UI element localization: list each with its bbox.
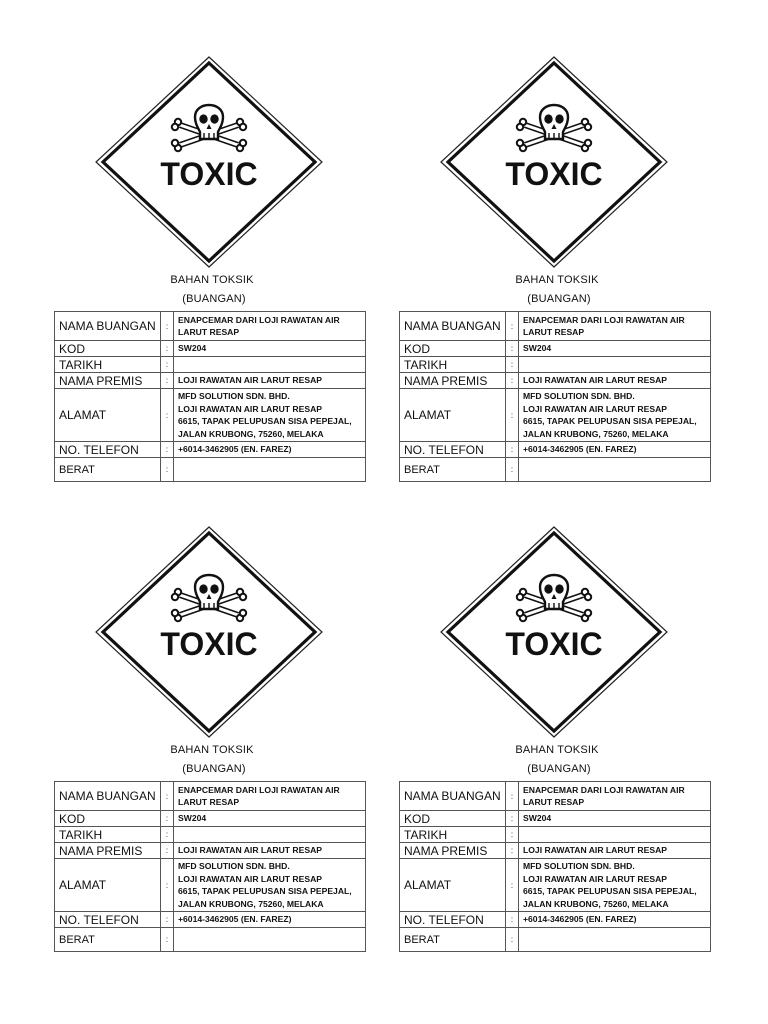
sep: :: [161, 357, 174, 373]
sep: :: [506, 357, 519, 373]
sep: :: [506, 373, 519, 389]
row-no-telefon: [400, 442, 711, 458]
value-alamat-line: 6615, TAPAK PELUPUSAN SISA PEPEJAL,: [523, 886, 697, 896]
row-nama-buangan: [55, 312, 366, 341]
value-alamat: [174, 389, 366, 442]
sep: :: [506, 312, 519, 341]
sep: :: [506, 389, 519, 442]
value-nama-buangan: [174, 782, 366, 811]
key-kod: KOD: [55, 341, 161, 357]
row-tarikh: [400, 357, 711, 373]
key-kod: KOD: [400, 811, 506, 827]
value-alamat-line: MFD SOLUTION SDN. BHD.: [178, 861, 290, 871]
value-alamat-line: 6615, TAPAK PELUPUSAN SISA PEPEJAL,: [523, 416, 697, 426]
caption-buangan: (BUANGAN): [182, 763, 246, 775]
sep: :: [161, 782, 174, 811]
toxic-hazard-diamond: [94, 525, 324, 739]
value-kod: SW204: [519, 811, 711, 827]
row-berat: [400, 928, 711, 952]
value-berat: [174, 458, 366, 482]
value-nama-premis: LOJI RAWATAN AIR LARUT RESAP: [519, 843, 711, 859]
value-kod: SW204: [174, 341, 366, 357]
value-nama-buangan-line2: LARUT RESAP: [523, 797, 585, 807]
sep: :: [161, 859, 174, 912]
key-berat: BERAT: [55, 458, 161, 482]
toxic-hazard-diamond: [439, 55, 669, 269]
value-alamat-line: 6615, TAPAK PELUPUSAN SISA PEPEJAL,: [178, 416, 352, 426]
key-nama-premis: NAMA PREMIS: [55, 373, 161, 389]
key-tarikh: TARIKH: [400, 827, 506, 843]
sep: :: [161, 389, 174, 442]
row-nama-premis: [400, 843, 711, 859]
value-alamat: [174, 859, 366, 912]
caption-bahan-toksik: BAHAN TOKSIK: [170, 274, 254, 286]
sep: :: [161, 312, 174, 341]
value-nama-premis: LOJI RAWATAN AIR LARUT RESAP: [174, 843, 366, 859]
sep: :: [161, 843, 174, 859]
row-tarikh: [55, 357, 366, 373]
key-nama-premis: NAMA PREMIS: [55, 843, 161, 859]
sep: :: [161, 811, 174, 827]
value-nama-buangan-line1: ENAPCEMAR DARI LOJI RAWATAN AIR: [523, 784, 685, 795]
sep: :: [506, 811, 519, 827]
sep: :: [161, 928, 174, 952]
caption-buangan: (BUANGAN): [182, 293, 246, 305]
value-kod: SW204: [174, 811, 366, 827]
value-no-telefon: +6014-3462905 (EN. FAREZ): [174, 442, 366, 458]
sep: :: [506, 912, 519, 928]
sep: :: [506, 859, 519, 912]
value-nama-buangan: [174, 312, 366, 341]
value-alamat-line: JALAN KRUBONG, 75260, MELAKA: [523, 428, 669, 439]
key-nama-premis: NAMA PREMIS: [400, 373, 506, 389]
toxic-sign-text: TOXIC: [160, 156, 258, 192]
key-nama-buangan: NAMA BUANGAN: [400, 782, 506, 811]
value-alamat: [519, 859, 711, 912]
key-nama-buangan: NAMA BUANGAN: [55, 312, 161, 341]
sep: :: [506, 782, 519, 811]
row-alamat: [400, 389, 711, 442]
value-nama-buangan-line1: ENAPCEMAR DARI LOJI RAWATAN AIR: [523, 314, 685, 325]
row-berat: [55, 458, 366, 482]
value-nama-buangan-line1: ENAPCEMAR DARI LOJI RAWATAN AIR: [178, 784, 340, 795]
toxic-sign-text: TOXIC: [505, 626, 603, 662]
waste-info-table: [54, 311, 366, 482]
value-alamat-line: JALAN KRUBONG, 75260, MELAKA: [523, 898, 669, 909]
sep: :: [506, 458, 519, 482]
key-berat: BERAT: [55, 928, 161, 952]
row-no-telefon: [400, 912, 711, 928]
caption-bahan-toksik: BAHAN TOKSIK: [515, 744, 599, 756]
sep: :: [161, 442, 174, 458]
value-nama-buangan-line1: ENAPCEMAR DARI LOJI RAWATAN AIR: [178, 314, 340, 325]
row-kod: [55, 811, 366, 827]
sep: :: [506, 843, 519, 859]
sep: :: [161, 827, 174, 843]
toxic-sign-text: TOXIC: [160, 626, 258, 662]
key-alamat: ALAMAT: [55, 859, 161, 912]
row-nama-buangan: [400, 312, 711, 341]
row-nama-premis: [55, 373, 366, 389]
value-tarikh: [519, 357, 711, 373]
waste-info-table: [399, 311, 711, 482]
row-alamat: [55, 859, 366, 912]
value-nama-premis: LOJI RAWATAN AIR LARUT RESAP: [174, 373, 366, 389]
caption-bahan-toksik: BAHAN TOKSIK: [515, 274, 599, 286]
row-kod: [400, 811, 711, 827]
toxic-hazard-diamond: [94, 55, 324, 269]
value-alamat: [519, 389, 711, 442]
key-tarikh: TARIKH: [55, 357, 161, 373]
value-alamat-line: MFD SOLUTION SDN. BHD.: [523, 861, 635, 871]
key-alamat: ALAMAT: [55, 389, 161, 442]
value-tarikh: [174, 827, 366, 843]
value-nama-buangan-line2: LARUT RESAP: [178, 327, 240, 337]
value-nama-buangan: [519, 312, 711, 341]
row-alamat: [400, 859, 711, 912]
sep: :: [506, 442, 519, 458]
toxic-sign-text: TOXIC: [505, 156, 603, 192]
row-kod: [400, 341, 711, 357]
key-no-telefon: NO. TELEFON: [55, 442, 161, 458]
waste-info-table: [399, 781, 711, 952]
value-nama-buangan-line2: LARUT RESAP: [523, 327, 585, 337]
row-no-telefon: [55, 912, 366, 928]
value-berat: [174, 928, 366, 952]
row-tarikh: [400, 827, 711, 843]
caption-buangan: (BUANGAN): [527, 293, 591, 305]
row-no-telefon: [55, 442, 366, 458]
row-nama-buangan: [400, 782, 711, 811]
sep: :: [161, 373, 174, 389]
key-tarikh: TARIKH: [400, 357, 506, 373]
sep: :: [506, 827, 519, 843]
key-berat: BERAT: [400, 928, 506, 952]
sep: :: [506, 928, 519, 952]
sep: :: [161, 912, 174, 928]
key-alamat: ALAMAT: [400, 389, 506, 442]
value-alamat-line: JALAN KRUBONG, 75260, MELAKA: [178, 898, 324, 909]
value-alamat-line: LOJI RAWATAN AIR LARUT RESAP: [523, 403, 668, 414]
value-alamat-line: LOJI RAWATAN AIR LARUT RESAP: [178, 873, 323, 884]
key-no-telefon: NO. TELEFON: [55, 912, 161, 928]
row-nama-buangan: [55, 782, 366, 811]
sep: :: [506, 341, 519, 357]
value-alamat-line: LOJI RAWATAN AIR LARUT RESAP: [523, 873, 668, 884]
value-no-telefon: +6014-3462905 (EN. FAREZ): [519, 442, 711, 458]
value-kod: SW204: [519, 341, 711, 357]
key-nama-buangan: NAMA BUANGAN: [400, 312, 506, 341]
value-berat: [519, 928, 711, 952]
key-kod: KOD: [55, 811, 161, 827]
key-no-telefon: NO. TELEFON: [400, 442, 506, 458]
row-berat: [55, 928, 366, 952]
key-berat: BERAT: [400, 458, 506, 482]
value-no-telefon: +6014-3462905 (EN. FAREZ): [519, 912, 711, 928]
value-alamat-line: LOJI RAWATAN AIR LARUT RESAP: [178, 403, 323, 414]
key-tarikh: TARIKH: [55, 827, 161, 843]
value-tarikh: [174, 357, 366, 373]
key-nama-premis: NAMA PREMIS: [400, 843, 506, 859]
sep: :: [161, 341, 174, 357]
key-nama-buangan: NAMA BUANGAN: [55, 782, 161, 811]
row-tarikh: [55, 827, 366, 843]
waste-info-table: [54, 781, 366, 952]
value-nama-buangan-line2: LARUT RESAP: [178, 797, 240, 807]
caption-buangan: (BUANGAN): [527, 763, 591, 775]
toxic-hazard-diamond: [439, 525, 669, 739]
row-berat: [400, 458, 711, 482]
row-nama-premis: [400, 373, 711, 389]
value-alamat-line: JALAN KRUBONG, 75260, MELAKA: [178, 428, 324, 439]
key-kod: KOD: [400, 341, 506, 357]
row-kod: [55, 341, 366, 357]
key-alamat: ALAMAT: [400, 859, 506, 912]
value-berat: [519, 458, 711, 482]
row-alamat: [55, 389, 366, 442]
value-alamat-line: 6615, TAPAK PELUPUSAN SISA PEPEJAL,: [178, 886, 352, 896]
value-alamat-line: MFD SOLUTION SDN. BHD.: [523, 391, 635, 401]
value-nama-buangan: [519, 782, 711, 811]
key-no-telefon: NO. TELEFON: [400, 912, 506, 928]
value-no-telefon: +6014-3462905 (EN. FAREZ): [174, 912, 366, 928]
caption-bahan-toksik: BAHAN TOKSIK: [170, 744, 254, 756]
value-nama-premis: LOJI RAWATAN AIR LARUT RESAP: [519, 373, 711, 389]
value-tarikh: [519, 827, 711, 843]
value-alamat-line: MFD SOLUTION SDN. BHD.: [178, 391, 290, 401]
sep: :: [161, 458, 174, 482]
row-nama-premis: [55, 843, 366, 859]
